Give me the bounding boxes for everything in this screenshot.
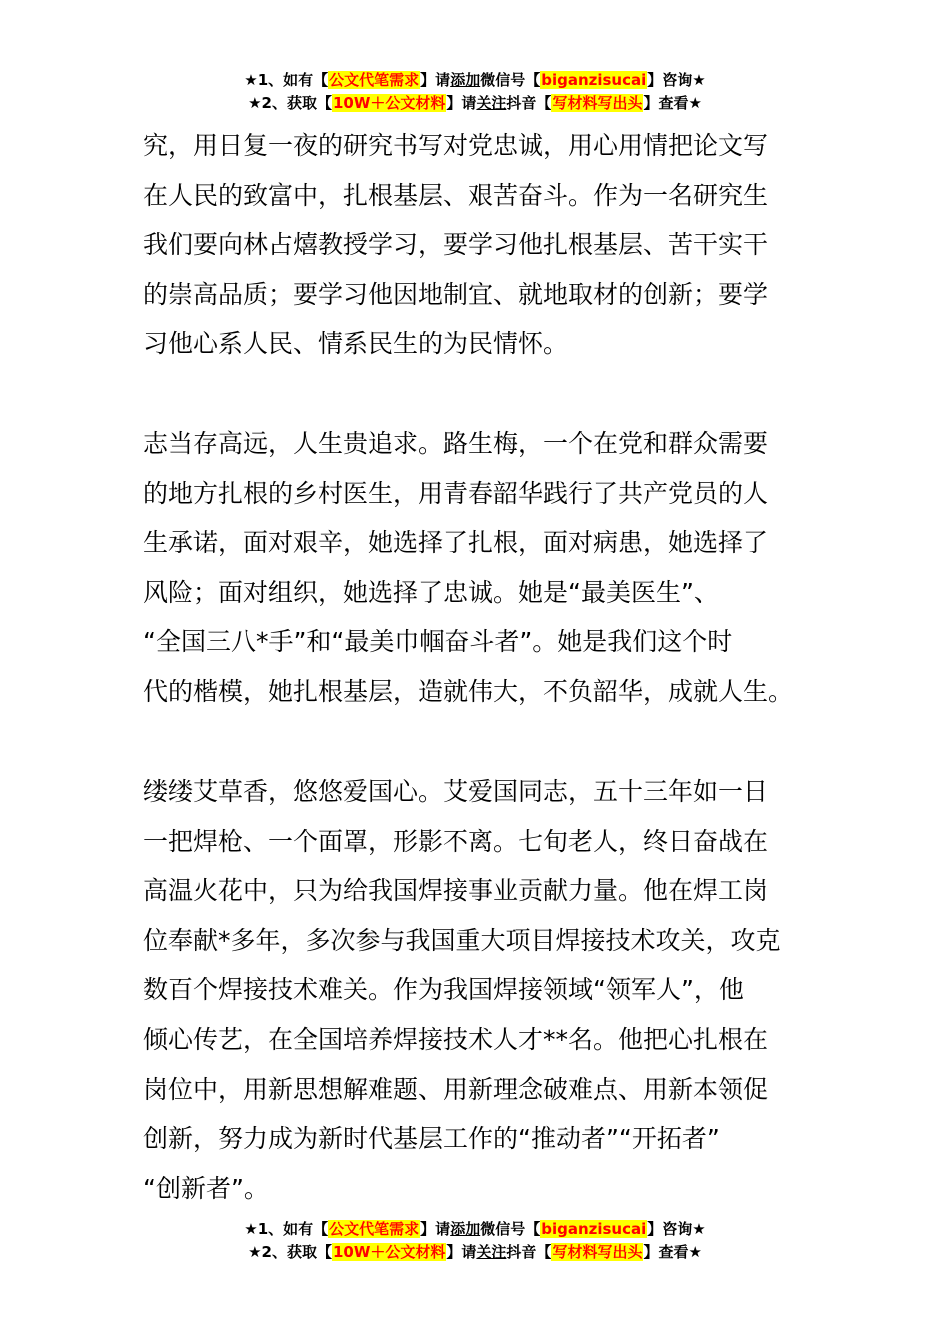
banner-highlight: 公文代笔需求: [329, 1220, 420, 1238]
banner-text: 】咨询★: [647, 1220, 706, 1238]
banner-highlight: biganzisucai: [541, 1220, 647, 1238]
text-line: 数百个焊接技术难关。作为我国焊接领域“领军人”，他: [143, 975, 744, 1005]
banner-highlight: biganzisucai: [541, 71, 647, 89]
banner-text: ★2、获取【: [248, 94, 332, 112]
banner-underline: 添加: [450, 71, 481, 89]
text-line: 一把焊枪、一个面罩，形影不离。七旬老人，终日奋战在: [143, 826, 769, 856]
banner-underline: 关注: [476, 94, 507, 112]
text-line: 代的楷模，她扎根基层，造就伟大，不负韶华，成就人生。: [143, 676, 794, 706]
banner-text: ★2、获取【: [248, 1243, 332, 1261]
text-line: 高温火花中，只为给我国焊接事业贡献力量。他在焊工岗: [143, 876, 769, 906]
banner-text: 】请: [420, 71, 451, 89]
text-line: 岗位中，用新思想解难题、用新理念破难点、用新本领促: [143, 1074, 769, 1104]
paragraph-3: [143, 767, 808, 1213]
header-ad-banner: [0, 69, 950, 115]
banner-text: 】咨询★: [647, 71, 706, 89]
banner-text: 】请: [446, 94, 477, 112]
text-line: 倾心传艺，在全国培养焊接技术人才**名。他把心扎根在: [143, 1024, 769, 1054]
banner-highlight: 公文代笔需求: [329, 71, 420, 89]
banner-text: 】查看★: [643, 94, 702, 112]
banner-text: 抖音【: [506, 94, 552, 112]
text-line: 缕缕艾草香，悠悠爱国心。艾爱国同志，五十三年如一日: [143, 777, 769, 806]
banner-text: ★1、如有【: [244, 71, 329, 89]
text-line: 生承诺，面对艰辛，她选择了扎根，面对病患，她选择了: [143, 528, 769, 558]
banner-highlight: 10W＋公文材料: [332, 94, 446, 112]
banner-line-1: [0, 1218, 950, 1241]
banner-text: 】请: [420, 1220, 451, 1238]
paragraph-2: [143, 419, 808, 717]
banner-text: 】请: [446, 1243, 477, 1261]
text-line: 风险；面对组织，她选择了忠诚。她是“最美医生”、: [143, 577, 719, 607]
text-line: 的地方扎根的乡村医生，用青春韶华践行了共产党员的人: [143, 478, 769, 508]
text-line: 位奉献*多年，多次参与我国重大项目焊接技术攻关，攻克: [143, 925, 781, 955]
banner-line-2: [0, 92, 950, 115]
banner-highlight: 写材料写出头: [552, 94, 643, 112]
banner-text: 抖音【: [506, 1243, 552, 1261]
banner-line-2: [0, 1241, 950, 1264]
text-line: “全国三八*手”和“最美巾帼奋斗者”。她是我们这个时: [143, 627, 733, 657]
paragraph-1: [143, 121, 808, 369]
text-line: 在人民的致富中，扎根基层、艰苦奋斗。作为一名研究生: [143, 180, 769, 210]
text-line: 我们要向林占熺教授学习，要学习他扎根基层、苦干实干: [143, 230, 769, 260]
text-line: “创新者”。: [143, 1173, 269, 1203]
banner-underline: 添加: [450, 1220, 481, 1238]
banner-line-1: [0, 69, 950, 92]
banner-text: 微信号【: [480, 71, 541, 89]
text-line: 究，用日复一夜的研究书写对党忠诚，用心用情把论文写: [143, 131, 769, 160]
banner-text: ★1、如有【: [244, 1220, 329, 1238]
text-line: 创新，努力成为新时代基层工作的“推动者”“开拓者”: [143, 1124, 720, 1154]
banner-highlight: 写材料写出头: [552, 1243, 643, 1261]
text-line: 习他心系人民、情系民生的为民情怀。: [143, 329, 569, 359]
banner-text: 】查看★: [643, 1243, 702, 1261]
text-line: 志当存高远，人生贵追求。路生梅，一个在党和群众需要: [143, 429, 769, 458]
text-line: 的崇高品质；要学习他因地制宜、就地取材的创新；要学: [143, 279, 769, 309]
footer-ad-banner: [0, 1218, 950, 1264]
banner-highlight: 10W＋公文材料: [332, 1243, 446, 1261]
banner-underline: 关注: [476, 1243, 507, 1261]
banner-text: 微信号【: [480, 1220, 541, 1238]
